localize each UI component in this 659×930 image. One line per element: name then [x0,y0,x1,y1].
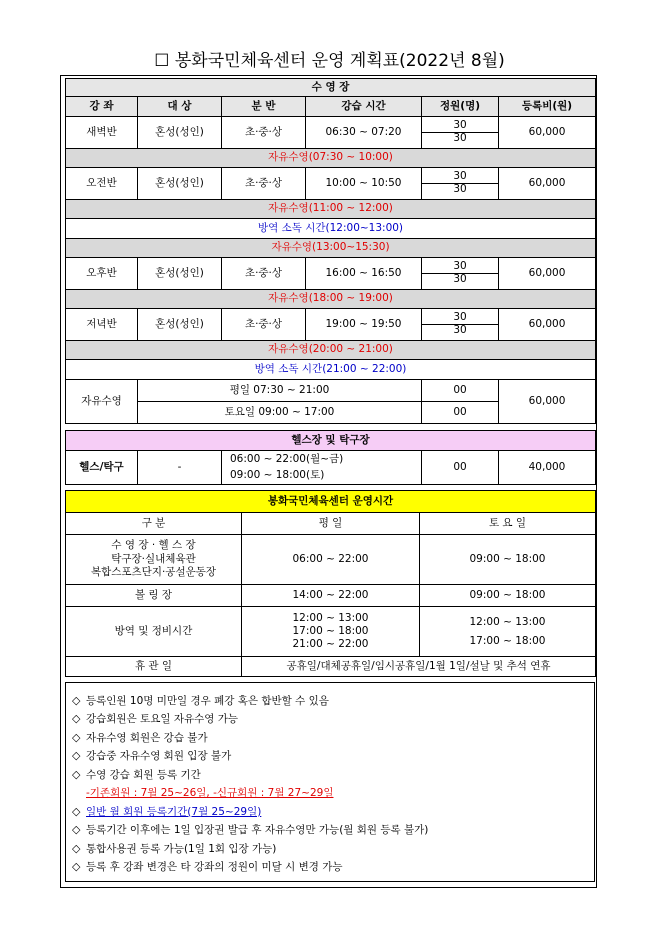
freeswim-name: 자유수영 [66,380,138,424]
note-item: ◇ 강습중 자유수영 회원 입장 불가 [72,749,232,763]
facility-label: 볼 링 장 [66,585,242,607]
class-fee: 60,000 [499,168,596,200]
col-header: 등록비(원) [499,97,596,117]
class-level: 초·중·상 [222,117,306,149]
table-row [66,657,596,677]
table-row [66,258,596,290]
note-item: ◇ 수영 강습 회원 등록 기간 [72,767,201,781]
free-swim-band: 자유수영(13:00~15:30) [66,239,596,258]
class-level: 초·중·상 [222,309,306,341]
col-header: 토 요 일 [420,513,596,535]
pool-table [65,78,596,424]
col-header: 대 상 [138,97,222,117]
table-row [66,168,596,200]
capacity: 30 [453,273,467,285]
gym-time-saturday: 09:00 ~ 18:00(토) [230,468,325,481]
diamond-icon: ◇ [72,693,81,707]
capacity: 30 [422,312,498,325]
note-item: ◇ 강습회원은 토요일 자유수영 가능 [72,712,239,726]
saturday-hours: 09:00 ~ 18:00 [420,585,596,607]
class-time: 19:00 ~ 19:50 [306,309,422,341]
free-swim-band: 자유수영(07:30 ~ 10:00) [66,149,596,168]
col-header: 평 일 [242,513,420,535]
diamond-icon: ◇ [72,804,81,818]
table-row [66,380,596,402]
class-name: 새벽반 [66,117,138,149]
table-row [66,451,596,485]
diamond-icon: ◇ [72,712,81,726]
col-header: 강 좌 [66,97,138,117]
capacity: 30 [422,171,498,184]
class-target: 혼성(성인) [138,258,222,290]
freeswim-weekday: 평일 07:30 ~ 21:00 [138,380,422,402]
note-item-red: -기존회원 : 7월 25~26일, -신규회원 : 7월 27~29일 [86,787,334,800]
capacity: 30 [453,324,467,336]
page-title: ☐ 봉화국민체육센터 운영 계획표(2022년 8월) [154,51,505,71]
weekday-hours: 17:00 ~ 18:00 [292,624,369,637]
free-swim-band: 자유수영(18:00 ~ 19:00) [66,290,596,309]
note-item: ◇ 등록기간 이후에는 1일 입장권 발급 후 자유수영만 가능(월 회원 등록 불가) [72,823,429,837]
freeswim-fee: 60,000 [499,380,596,424]
pool-section-title: 수 영 장 [66,79,596,97]
class-target: 혼성(성인) [138,309,222,341]
class-time: 10:00 ~ 10:50 [306,168,422,200]
capacity: 00 [422,402,499,424]
col-header: 정원(명) [422,97,499,117]
table-row [66,585,596,607]
diamond-icon: ◇ [72,823,81,837]
facility-label: 방역 및 정비시간 [66,607,242,657]
facility-label: 휴 관 일 [66,657,242,677]
gym-target: - [138,451,222,485]
gym-fee: 40,000 [499,451,596,485]
facility-label: 수 영 장 · 헬 스 장 [111,539,196,552]
diamond-icon: ◇ [72,730,81,744]
capacity: 30 [453,183,467,195]
saturday-hours: 09:00 ~ 18:00 [420,535,596,585]
note-item: ◇ 자유수영 회원은 강습 불가 [72,730,208,744]
col-header: 분 반 [222,97,306,117]
facility-label: 탁구장·실내체육관 [111,552,196,565]
class-fee: 60,000 [499,117,596,149]
notes-box [65,682,595,882]
hours-section-title: 봉화국민체육센터 운영시간 [66,491,596,513]
closed-days: 공휴일/대체공휴일/임시공휴일/1월 1일/설날 및 추석 연휴 [242,657,596,677]
gym-table [65,430,596,485]
note-item: ◇ 통합사용권 등록 가능(1일 1회 입장 가능) [72,841,277,855]
diamond-icon: ◇ [72,749,81,763]
weekday-hours: 21:00 ~ 22:00 [292,638,369,651]
gym-name: 헬스/탁구 [66,451,138,485]
capacity: 30 [422,261,498,274]
class-level: 초·중·상 [222,168,306,200]
table-row [66,535,596,585]
hours-table [65,490,596,677]
facility-label: 복합스포츠단지·공설운동장 [90,566,217,579]
class-name: 오후반 [66,258,138,290]
note-item: ◇ 일반 월 회원 등록기간(7월 25~29일) [72,804,262,818]
weekday-hours: 14:00 ~ 22:00 [242,585,420,607]
class-target: 혼성(성인) [138,168,222,200]
table-row [66,117,596,149]
table-row [66,607,596,657]
weekday-hours: 12:00 ~ 13:00 [292,611,369,624]
gym-time-weekday: 06:00 ~ 22:00(월~금) [230,452,344,465]
weekday-hours: 06:00 ~ 22:00 [242,535,420,585]
table-row [66,309,596,341]
class-name: 저녁반 [66,309,138,341]
col-header: 강습 시간 [306,97,422,117]
free-swim-band: 자유수영(20:00 ~ 21:00) [66,341,596,360]
class-fee: 60,000 [499,309,596,341]
freeswim-saturday: 토요일 09:00 ~ 17:00 [138,402,422,424]
capacity: 30 [422,120,498,133]
class-target: 혼성(성인) [138,117,222,149]
disinfect-band: 방역 소독 시간(21:00 ~ 22:00) [66,360,596,380]
saturday-hours: 12:00 ~ 13:00 [469,615,546,628]
diamond-icon: ◇ [72,767,81,781]
class-fee: 60,000 [499,258,596,290]
class-name: 오전반 [66,168,138,200]
diamond-icon: ◇ [72,841,81,855]
gym-capacity: 00 [422,451,499,485]
saturday-hours: 17:00 ~ 18:00 [469,634,546,647]
disinfect-band: 방역 소독 시간(12:00~13:00) [66,219,596,239]
diamond-icon: ◇ [72,860,81,874]
free-swim-band: 자유수영(11:00 ~ 12:00) [66,200,596,219]
class-level: 초·중·상 [222,258,306,290]
note-item: ◇ 등록인원 10명 미만일 경우 폐강 혹은 합반할 수 있음 [72,693,329,707]
col-header: 구 분 [66,513,242,535]
class-time: 16:00 ~ 16:50 [306,258,422,290]
note-item: ◇ 등록 후 강좌 변경은 타 강좌의 정원이 미달 시 변경 가능 [72,860,343,874]
capacity: 00 [422,380,499,402]
gym-section-title: 헬스장 및 탁구장 [66,431,596,451]
class-time: 06:30 ~ 07:20 [306,117,422,149]
capacity: 30 [453,132,467,144]
